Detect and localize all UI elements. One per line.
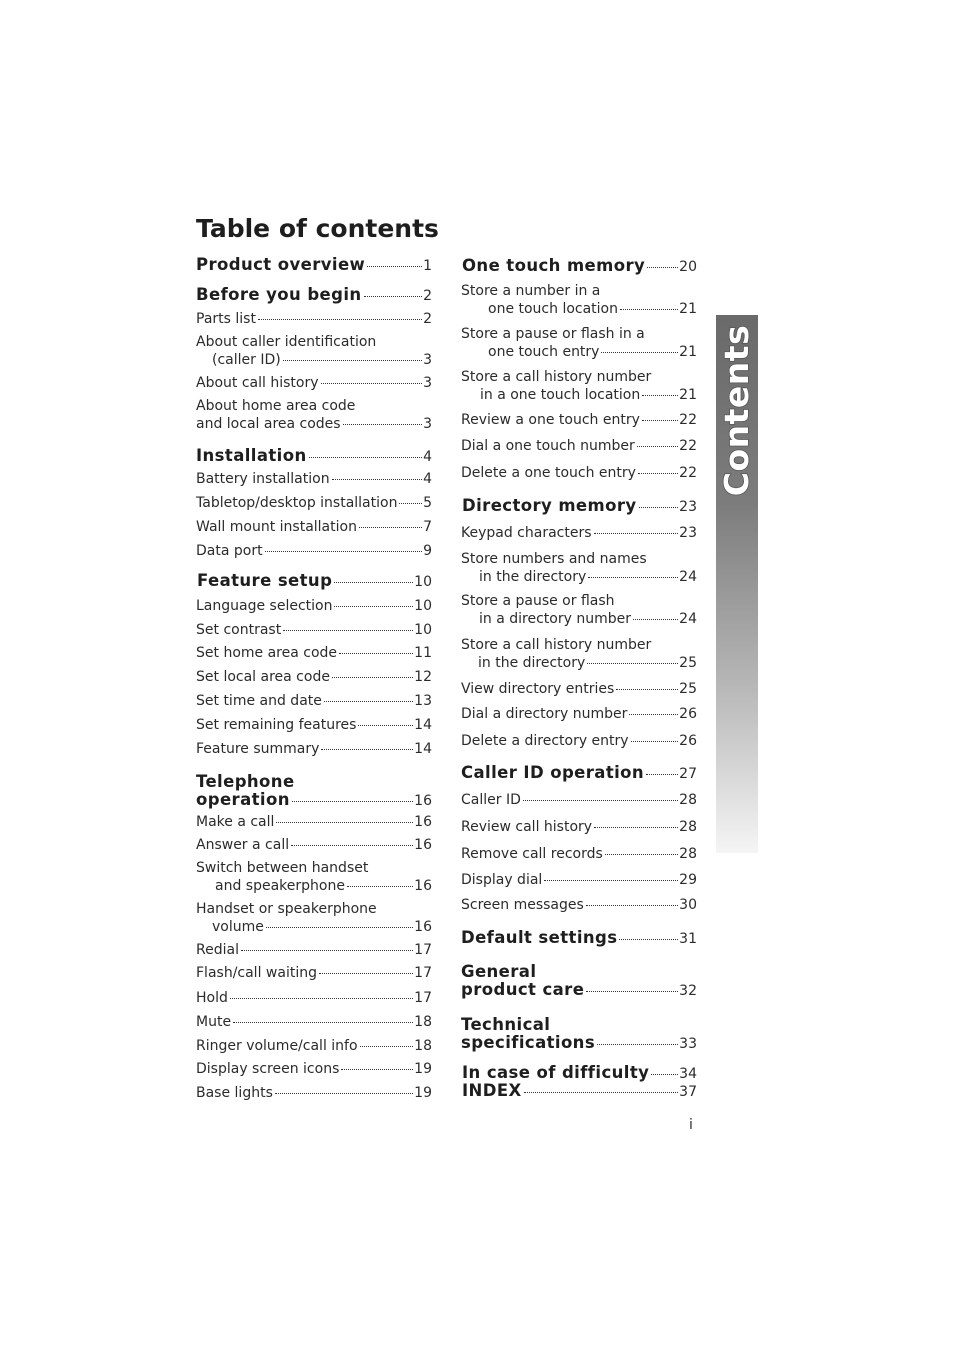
toc-entry-label: Store a pause or flash in a [461, 326, 645, 342]
toc-entry-label: operation [196, 789, 290, 809]
leader-dots [258, 319, 422, 320]
toc-entry-label: and speakerphone [215, 878, 345, 894]
leader-dots [601, 352, 678, 353]
toc-page-number: 16 [414, 837, 432, 853]
toc-heading[interactable] [196, 256, 432, 276]
toc-entry-label: Dial a one touch number [461, 438, 635, 454]
toc-page-number: 23 [679, 499, 697, 515]
toc-page-number: 19 [414, 1085, 432, 1101]
toc-entry-label: Set time and date [196, 693, 322, 709]
leader-dots [642, 420, 678, 421]
toc-entry-label: Caller ID [461, 792, 521, 808]
leader-dots [523, 800, 678, 801]
toc-entry[interactable] [196, 597, 432, 615]
leader-dots [319, 973, 413, 974]
leader-dots [646, 774, 678, 775]
leader-dots [364, 296, 423, 297]
toc-heading[interactable] [196, 572, 432, 592]
toc-entry[interactable] [461, 871, 697, 889]
leader-dots [324, 701, 413, 702]
leader-dots [651, 1074, 678, 1075]
leader-dots [639, 507, 679, 508]
toc-entry[interactable] [196, 716, 432, 734]
toc-page-number: 23 [679, 525, 697, 541]
contents-side-tab-label-box [716, 315, 758, 505]
leader-dots [367, 266, 422, 267]
leader-dots [544, 880, 678, 881]
toc-page-number: 34 [679, 1066, 697, 1082]
toc-entry-label: in a one touch location [480, 387, 641, 403]
toc-entry-label: Set home area code [196, 645, 338, 661]
toc-entry[interactable] [461, 705, 697, 723]
toc-page-number: 17 [414, 942, 432, 958]
leader-dots [360, 1046, 414, 1047]
toc-page-number: 22 [679, 412, 697, 428]
toc-entry-label: Hold [196, 990, 228, 1006]
toc-entry[interactable] [196, 813, 432, 831]
leader-dots [620, 309, 678, 310]
toc-page-number: 17 [414, 965, 432, 981]
toc-page-number: 1 [423, 258, 432, 274]
toc-entry[interactable] [196, 470, 432, 488]
toc-entry-label: Set local area code [196, 669, 330, 685]
leader-dots [321, 383, 423, 384]
leader-dots [291, 845, 413, 846]
toc-entry[interactable] [196, 692, 432, 710]
toc-page-number: 14 [414, 717, 432, 733]
leader-dots [233, 1022, 413, 1023]
toc-entry-label: and local area codes [196, 416, 341, 432]
toc-entry-label: Make a call [196, 814, 275, 830]
toc-entry-label: Delete a directory entry [461, 733, 629, 749]
toc-page-number: 12 [414, 669, 432, 685]
toc-entry[interactable] [196, 1084, 432, 1102]
toc-page-number: 20 [679, 259, 697, 275]
leader-dots [594, 827, 678, 828]
toc-entry-label: In case of difficulty [462, 1063, 650, 1082]
toc-entry-label: volume [212, 919, 264, 935]
toc-entry[interactable] [461, 845, 697, 863]
toc-page-number: 28 [679, 846, 697, 862]
toc-entry[interactable] [461, 464, 697, 482]
toc-entry-label: Parts list [196, 311, 256, 327]
toc-page-number: 26 [679, 733, 697, 749]
toc-heading[interactable] [196, 773, 432, 810]
toc-page-number: 17 [414, 990, 432, 1006]
toc-entry-label: Feature summary [196, 741, 320, 757]
leader-dots [638, 473, 678, 474]
leader-dots [332, 479, 423, 480]
toc-entry[interactable] [196, 397, 432, 433]
toc-page-number: 16 [414, 878, 432, 894]
toc-entry[interactable] [196, 989, 432, 1007]
toc-entry[interactable] [461, 368, 697, 404]
leader-dots [629, 714, 678, 715]
leader-dots [334, 582, 413, 583]
toc-page-number: 21 [679, 344, 697, 360]
toc-page-number: 32 [679, 982, 697, 999]
toc-entry-label: Review call history [461, 819, 593, 835]
leader-dots [594, 533, 679, 534]
toc-page-number: 11 [414, 645, 432, 661]
toc-entry-label: Review a one touch entry [461, 412, 640, 428]
toc-entry[interactable] [196, 836, 432, 854]
toc-entry[interactable] [196, 644, 432, 662]
toc-entry[interactable] [196, 494, 432, 512]
toc-entry-label: Dial a directory number [461, 706, 628, 722]
toc-entry-label: Tabletop/desktop installation [196, 495, 398, 511]
leader-dots [265, 551, 423, 552]
leader-dots [605, 854, 678, 855]
toc-entry[interactable] [461, 791, 697, 809]
toc-entry-label: About home area code [196, 398, 356, 414]
toc-entry-label: Mute [196, 1014, 232, 1030]
toc-page-number: 28 [679, 792, 697, 808]
toc-entry-label: Product overview [196, 255, 366, 274]
toc-entry-label: Technical [461, 1015, 551, 1034]
toc-entry-label: Feature setup [197, 571, 333, 590]
leader-dots [275, 1093, 413, 1094]
toc-entry-label: Switch between handset [196, 860, 369, 876]
toc-entry-label: About caller identification [196, 334, 377, 350]
toc-entry-label: one touch location [488, 301, 618, 317]
leader-dots [642, 395, 678, 396]
toc-entry-label: Store a pause or flash [461, 593, 615, 609]
toc-page-number: 3 [423, 416, 432, 432]
toc-page-number: 25 [679, 655, 697, 671]
toc-entry[interactable] [196, 518, 432, 536]
leader-dots [266, 927, 413, 928]
leader-dots [637, 446, 678, 447]
toc-entry-label: (caller ID) [212, 352, 281, 368]
toc-entry-label: Before you begin [196, 285, 362, 304]
leader-dots [588, 577, 678, 578]
toc-entry-label: Remove call records [461, 846, 603, 862]
toc-page-number: 5 [423, 495, 432, 511]
toc-entry[interactable] [461, 282, 697, 318]
leader-dots [241, 950, 413, 951]
toc-entry[interactable] [461, 636, 697, 672]
toc-entry[interactable] [461, 325, 697, 361]
page-number: i [689, 1117, 693, 1133]
toc-page-number: 31 [679, 931, 697, 947]
toc-page-number: 16 [414, 814, 432, 830]
toc-page-number: 7 [423, 519, 432, 535]
toc-page-number: 9 [423, 543, 432, 559]
toc-heading[interactable] [461, 764, 697, 784]
toc-entry-label: Delete a one touch entry [461, 465, 636, 481]
toc-heading[interactable] [461, 1082, 697, 1102]
toc-entry-label: Battery installation [196, 471, 330, 487]
toc-heading[interactable] [196, 447, 432, 467]
toc-page-number: 30 [679, 897, 697, 913]
toc-entry[interactable] [461, 411, 697, 429]
toc-entry[interactable] [196, 621, 432, 639]
leader-dots [524, 1092, 679, 1093]
toc-entry[interactable] [196, 542, 432, 560]
toc-page-number: 4 [423, 471, 432, 487]
toc-entry-label: Display dial [461, 872, 543, 888]
leader-dots [321, 749, 413, 750]
toc-entry-label: Set remaining features [196, 717, 357, 733]
leader-dots [631, 741, 679, 742]
toc-page-number: 16 [414, 919, 432, 935]
leader-dots [339, 653, 413, 654]
toc-page-number: 14 [414, 741, 432, 757]
toc-page-number: 24 [679, 569, 697, 585]
leader-dots [597, 1044, 678, 1045]
page-title: Table of contents [196, 214, 439, 243]
toc-entry-label: specifications [461, 1032, 596, 1052]
toc-entry[interactable] [196, 310, 432, 328]
leader-dots [399, 503, 422, 504]
leader-dots [358, 725, 413, 726]
toc-entry-label: in the directory [479, 569, 587, 585]
toc-entry-label: Installation [196, 446, 307, 465]
toc-entry-label: one touch entry [488, 344, 600, 360]
toc-entry-label: Display screen icons [196, 1061, 340, 1077]
toc-entry-label: in the directory [478, 655, 586, 671]
toc-entry[interactable] [196, 740, 432, 758]
toc-entry[interactable] [196, 333, 432, 369]
toc-heading[interactable] [461, 497, 697, 517]
toc-heading[interactable] [461, 1016, 697, 1053]
leader-dots [587, 663, 678, 664]
toc-page-number: 21 [679, 301, 697, 317]
leader-dots [283, 360, 422, 361]
toc-entry-label: Store a call history number [461, 369, 652, 385]
toc-page-number: 26 [679, 706, 697, 722]
toc-entry-label: Wall mount installation [196, 519, 357, 535]
toc-page-number: 25 [679, 681, 697, 697]
toc-entry-label: Directory memory [462, 496, 637, 515]
toc-entry-label: Answer a call [196, 837, 290, 853]
leader-dots [292, 801, 413, 802]
toc-entry-label: Store a number in a [461, 283, 601, 299]
toc-entry[interactable] [461, 592, 697, 628]
toc-entry[interactable] [461, 818, 697, 836]
toc-page-number: 19 [414, 1061, 432, 1077]
contents-side-tab-label: Contents [717, 324, 757, 496]
leader-dots [619, 939, 678, 940]
toc-page-number: 3 [423, 352, 432, 368]
toc-page-number: 27 [679, 766, 697, 782]
leader-dots [586, 991, 678, 992]
toc-entry[interactable] [196, 1013, 432, 1031]
leader-dots [343, 424, 422, 425]
toc-page-number: 18 [414, 1038, 432, 1054]
toc-page-number: 10 [414, 574, 432, 590]
toc-entry[interactable] [461, 524, 697, 542]
toc-entry[interactable] [196, 374, 432, 392]
leader-dots [633, 619, 678, 620]
toc-entry-label: Language selection [196, 598, 333, 614]
leader-dots [332, 677, 413, 678]
toc-page-number: 2 [423, 288, 432, 304]
toc-entry-label: General [461, 962, 537, 981]
toc-page-number: 4 [423, 449, 432, 465]
toc-page-number: 29 [679, 872, 697, 888]
toc-entry[interactable] [461, 896, 697, 914]
toc-entry[interactable] [461, 732, 697, 750]
leader-dots [586, 905, 678, 906]
toc-entry-label: Redial [196, 942, 239, 958]
toc-page-number: 22 [679, 438, 697, 454]
toc-entry-label: Store numbers and names [461, 551, 647, 567]
leader-dots [276, 822, 413, 823]
toc-entry[interactable] [196, 900, 432, 936]
toc-entry-label: Flash/call waiting [196, 965, 317, 981]
toc-entry[interactable] [461, 680, 697, 698]
toc-page-number: 18 [414, 1014, 432, 1030]
leader-dots [341, 1069, 413, 1070]
toc-page-number: 13 [414, 693, 432, 709]
toc-page-number: 24 [679, 611, 697, 627]
toc-entry-label: View directory entries [461, 681, 615, 697]
toc-entry-label: Base lights [196, 1085, 273, 1101]
toc-entry-label: Store a call history number [461, 637, 652, 653]
toc-entry[interactable] [196, 964, 432, 982]
toc-entry-label: One touch memory [462, 256, 646, 275]
toc-page-number: 21 [679, 387, 697, 403]
toc-entry-label: Handset or speakerphone [196, 901, 377, 917]
toc-page-number: 33 [679, 1035, 697, 1052]
toc-heading[interactable] [461, 257, 697, 277]
toc-heading[interactable] [461, 929, 697, 949]
leader-dots [359, 527, 422, 528]
leader-dots [283, 630, 413, 631]
leader-dots [334, 606, 413, 607]
toc-page-number: 10 [414, 622, 432, 638]
toc-entry-label: Keypad characters [461, 525, 592, 541]
toc-entry[interactable] [196, 859, 432, 895]
toc-entry[interactable] [461, 550, 697, 586]
toc-page-number: 16 [414, 792, 432, 809]
leader-dots [347, 886, 413, 887]
toc-entry-label: in a directory number [479, 611, 631, 627]
toc-entry-label: INDEX [462, 1081, 522, 1100]
toc-entry-label: About call history [196, 375, 319, 391]
toc-entry-label: Default settings [461, 928, 618, 947]
toc-entry[interactable] [461, 437, 697, 455]
toc-entry-label: Set contrast [196, 622, 282, 638]
leader-dots [230, 998, 413, 999]
leader-dots [647, 267, 678, 268]
leader-dots [309, 457, 422, 458]
toc-heading[interactable] [461, 963, 697, 1000]
toc-entry[interactable] [196, 1060, 432, 1078]
toc-entry-label: Telephone [196, 772, 295, 791]
leader-dots [616, 689, 678, 690]
toc-entry-label: Data port [196, 543, 263, 559]
toc-page-number: 37 [679, 1084, 697, 1100]
toc-entry-label: product care [461, 979, 585, 999]
toc-entry[interactable] [196, 668, 432, 686]
toc-entry-label: Ringer volume/call info [196, 1038, 358, 1054]
toc-page-number: 3 [423, 375, 432, 391]
toc-page-number: 28 [679, 819, 697, 835]
toc-page-number: 10 [414, 598, 432, 614]
toc-page-number: 2 [423, 311, 432, 327]
toc-entry[interactable] [196, 1037, 432, 1055]
toc-entry-label: Screen messages [461, 897, 584, 913]
toc-page-number: 22 [679, 465, 697, 481]
toc-entry[interactable] [196, 941, 432, 959]
toc-entry-label: Caller ID operation [461, 763, 645, 782]
toc-heading[interactable] [196, 286, 432, 306]
